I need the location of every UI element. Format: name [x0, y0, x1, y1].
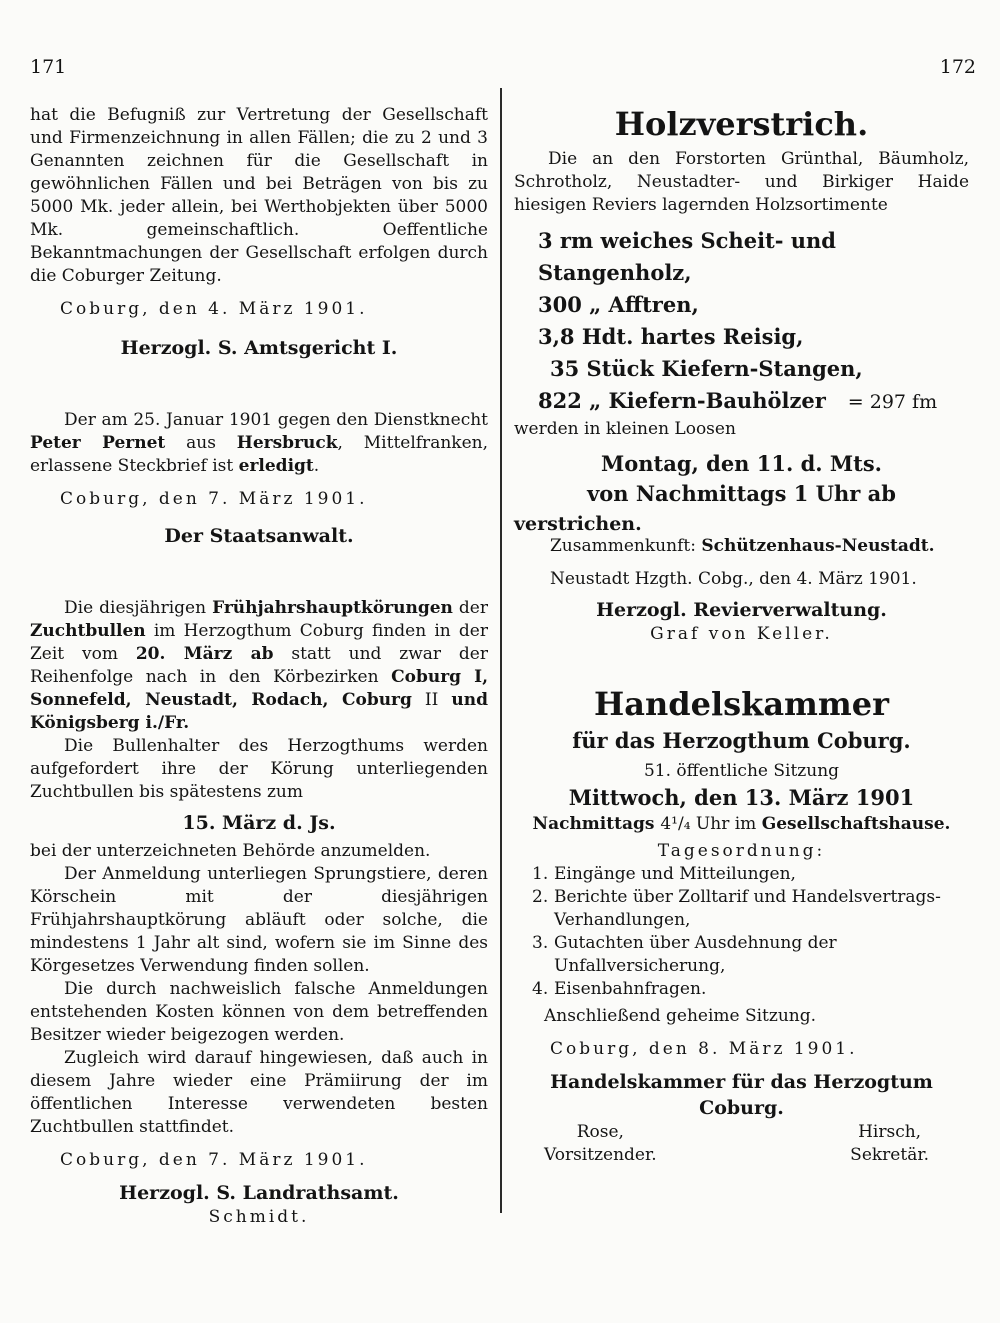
- paragraph-3: bei der unterzeichneten Behörde anzumelden.: [30, 841, 431, 861]
- section-title: Handelskammer: [594, 685, 889, 723]
- signer-name: Rose,: [576, 1122, 624, 1142]
- text-run: im Herzogthum Coburg finden in der Zeit vom: [30, 621, 488, 664]
- agenda-number: 2.: [532, 887, 549, 907]
- signer-role: Sekretär.: [850, 1145, 929, 1165]
- column-divider: [500, 88, 502, 1213]
- deadline: 15. März d. Js.: [182, 812, 336, 834]
- place-name: Hersbruck: [236, 433, 338, 453]
- signer-secretary: [850, 1121, 929, 1167]
- agenda-item: [514, 863, 969, 886]
- signature: Handelskammer für das Herzogtum Coburg.: [550, 1071, 933, 1119]
- signer-name: Hirsch,: [858, 1122, 922, 1142]
- notice-holzverstrich: [514, 104, 969, 646]
- section-subtitle: für das Herzogthum Coburg.: [572, 728, 911, 753]
- agenda-number: 1.: [532, 864, 549, 884]
- status-word: erledigt: [238, 456, 314, 476]
- notice-text: [30, 409, 488, 478]
- agenda-list: [514, 863, 969, 1001]
- paragraph-6: Zugleich wird darauf hingewiesen, daß auch in diesem Jahre wieder eine Prämiirung der im öffentlichen Interesse verwendeten besten Zuchtbullen stattfindet.: [30, 1048, 488, 1137]
- closing-note: Anschließend geheime Sitzung.: [544, 1006, 817, 1026]
- agenda-number: 4.: [532, 979, 549, 999]
- dateline: Neustadt Hzgth. Cobg., den 4. März 1901.: [550, 569, 917, 589]
- notice-steckbrief: [30, 409, 488, 549]
- agenda-title: Tagesordnung:: [657, 841, 826, 861]
- session-number: 51. öffentliche Sitzung: [643, 761, 840, 781]
- signer-row: [514, 1121, 969, 1167]
- emphasis: Zuchtbullen: [30, 621, 146, 641]
- auction-verb: verstrichen.: [514, 513, 642, 535]
- lot-volume: = 297 fm: [847, 391, 938, 413]
- emphasis: 20. März ab: [135, 644, 274, 664]
- text-run: Der am 25. Januar 1901 gegen den Dienstknecht: [64, 410, 488, 430]
- signer-chair: [544, 1121, 657, 1167]
- signature: Herzogl. S. Amtsgericht I.: [120, 337, 398, 359]
- notice-text: hat die Befugniß zur Vertretung der Gesellschaft und Firmenzeichnung in allen Fällen; die zu 2 und 3 Genannten zeichnen für die Gesellschaft in gewöhnlichen Fällen und bei Beträgen von bis zu 5000 Mk. jeder allein, bei Werthobjekten über 5000 Mk. gemeinschaftlich. Oeffentliche Bekanntmachungen der Gesellschaft erfolgen durch die Coburger Zeitung.: [30, 105, 488, 286]
- lot-item: [538, 385, 969, 418]
- paragraph-1: [30, 597, 488, 735]
- right-column: [514, 104, 969, 1167]
- notice-koerung: [30, 597, 488, 1229]
- paragraph-5: Die durch nachweislich falsche Anmeldungen entstehenden Kosten können von dem betreffenden Besitzer wieder beigezogen werden.: [30, 979, 488, 1045]
- left-column: [30, 104, 488, 1229]
- agenda-text: Gutachten über Ausdehnung der Unfallversicherung,: [554, 933, 837, 976]
- paragraph-4: Der Anmeldung unterliegen Sprungstiere, deren Körschein mit der diesjährigen Frühjahrshauptkörung abläuft oder solche, die mindestens 1 Jahr alt sind, wofern sie im Sinne des Körgesetzes Verwendung finden sollen.: [30, 864, 488, 976]
- dateline: Coburg, den 8. März 1901.: [550, 1039, 858, 1059]
- agenda-text: Eisenbahnfragen.: [554, 979, 707, 999]
- lot-label: 822 „ Kiefern-Bauhölzer: [538, 388, 826, 413]
- lot-list: [514, 225, 969, 418]
- signer-name: Schmidt.: [208, 1207, 310, 1227]
- meeting-point: [514, 535, 969, 558]
- lot-item: 3,8 Hdt. hartes Reisig,: [538, 324, 804, 349]
- section-title: Holzverstrich.: [614, 105, 869, 143]
- lot-item: 3 rm weiches Scheit- und Stangenholz,: [538, 228, 836, 285]
- notice-amtsgericht: [30, 104, 488, 361]
- agenda-item: [514, 886, 969, 932]
- page-number-left: 171: [30, 56, 67, 78]
- meeting-place: Schützenhaus-Neustadt.: [701, 536, 935, 556]
- text-run: der: [452, 598, 488, 618]
- agenda-text: Eingänge und Mitteilungen,: [554, 864, 796, 884]
- signer-role: Vorsitzender.: [544, 1145, 657, 1165]
- text-run: .: [313, 456, 320, 476]
- agenda-text: Berichte über Zolltarif und Handelsvertrags-Verhandlungen,: [554, 887, 941, 930]
- text-run: 4¹/₄ Uhr im: [660, 814, 762, 834]
- agenda-number: 3.: [532, 933, 549, 953]
- emphasis: und Königsberg i./Fr.: [30, 690, 488, 733]
- signature: Der Staatsanwalt.: [164, 525, 354, 547]
- auction-text: werden in kleinen Loosen: [514, 419, 736, 439]
- auction-day: Montag, den 11. d. Mts.: [601, 451, 882, 476]
- agenda-item: [514, 932, 969, 978]
- lot-item: 300 „ Afftren,: [538, 292, 699, 317]
- text-run: , Mittelfranken, erlassene Steckbrief ist: [30, 433, 488, 476]
- text-run: Nachmittags: [532, 814, 661, 834]
- intro-text: Die an den Forstorten Grünthal, Bäumholz, Schrotholz, Neustadter- und Birkiger Haide hiesigen Reviers lagernden Holzsortimente: [514, 149, 969, 215]
- person-name: Peter Pernet: [30, 433, 166, 453]
- venue: Gesellschaftshause.: [761, 814, 951, 834]
- agenda-item: [514, 978, 969, 1001]
- dateline: Coburg, den 4. März 1901.: [60, 299, 368, 319]
- signature: Herzogl. Revierverwaltung.: [596, 599, 887, 621]
- session-time: [514, 813, 969, 836]
- emphasis: Coburg I, Sonnefeld, Neustadt, Rodach, Coburg: [30, 667, 489, 710]
- dateline: Coburg, den 7. März 1901.: [60, 1150, 368, 1170]
- auction-time: von Nachmittags 1 Uhr ab: [587, 481, 896, 506]
- page-number-right: 172: [939, 56, 976, 78]
- text-run: Die diesjährigen: [64, 598, 213, 618]
- text-run: statt und zwar der Reihenfolge nach in den Körbezirken: [30, 644, 488, 687]
- signer-name: Graf von Keller.: [650, 624, 833, 644]
- notice-handelskammer: [514, 684, 969, 1167]
- lot-item: 35 Stück Kiefern-Stangen,: [550, 356, 863, 381]
- paragraph-2: Die Bullenhalter des Herzogthums werden aufgefordert ihre der Körung unterliegenden Zuchtbullen bis spätestens zum: [30, 736, 488, 802]
- session-day: Mittwoch, den 13. März 1901: [568, 785, 915, 810]
- text-run: II: [411, 690, 452, 710]
- dateline: Coburg, den 7. März 1901.: [60, 489, 368, 509]
- text-run: aus: [165, 433, 237, 453]
- emphasis: Frühjahrshauptkörungen: [212, 598, 453, 618]
- meeting-label: Zusammenkunft:: [550, 536, 702, 556]
- signature: Herzogl. S. Landrathsamt.: [119, 1182, 399, 1204]
